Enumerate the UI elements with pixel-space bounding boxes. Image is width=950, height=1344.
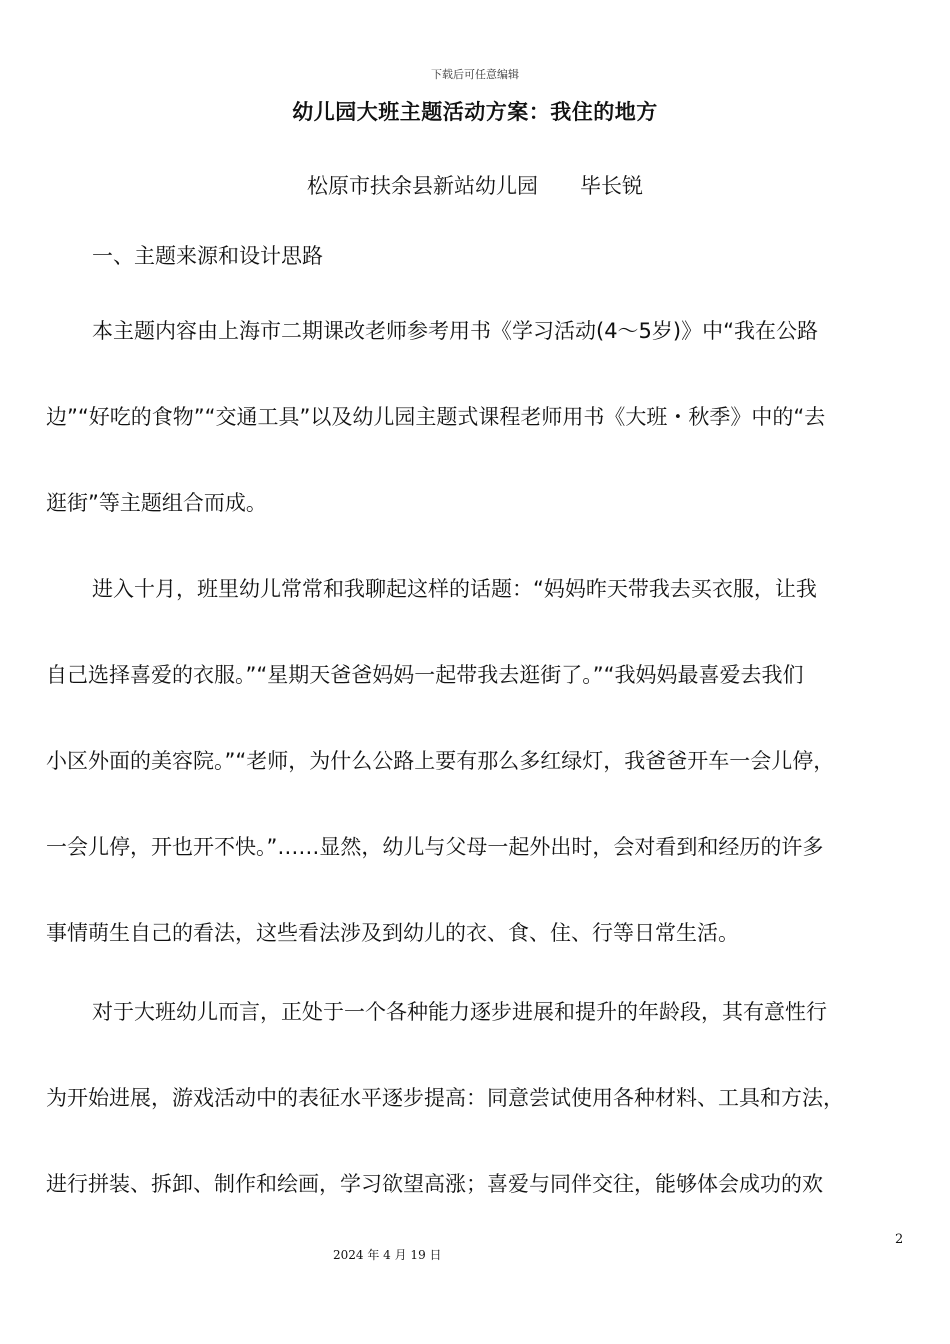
author-school: 松原市扶余县新站幼儿园: [307, 174, 538, 198]
paragraph-line: 边”“好吃的食物”“交通工具”以及幼儿园主题式课程老师用书《大班・秋季》中的“去: [46, 405, 826, 429]
paragraph-line: 对于大班幼儿而言，正处于一个各种能力逐步进展和提升的年龄段，其有意性行: [92, 1000, 827, 1024]
author-name: 毕长锐: [580, 174, 643, 198]
paragraph-line: 自己选择喜爱的衣服。”“星期天爸爸妈妈一起带我去逛街了。”“我妈妈最喜爱去我们: [46, 663, 804, 687]
paragraph-line: 为开始进展，游戏活动中的表征水平逐步提高：同意尝试使用各种材料、工具和方法，: [46, 1086, 844, 1110]
page-footer-date: 2024 年 4 月 19 日: [333, 1248, 442, 1262]
page-header-note: 下载后可任意编辑: [431, 68, 519, 81]
paragraph-line: 事情萌生自己的看法，这些看法涉及到幼儿的衣、食、住、行等日常生活。: [46, 921, 739, 945]
author-line: [0, 170, 950, 200]
paragraph-line: 进行拼装、拆卸、制作和绘画，学习欲望高涨；喜爱与同伴交往，能够体会成功的欢: [46, 1172, 823, 1196]
paragraph-line: 逛街”等主题组合而成。: [46, 491, 267, 515]
section-heading: 一、主题来源和设计思路: [92, 244, 323, 268]
paragraph-line: 进入十月，班里幼儿常常和我聊起这样的话题：“妈妈昨天带我去买衣服，让我: [92, 577, 817, 601]
paragraph: [46, 969, 906, 1227]
page-number: 2: [895, 1232, 904, 1247]
paragraph-line: 一会儿停，开也开不快。”……显然，幼儿与父母一起外出时，会对看到和经历的许多: [46, 835, 824, 859]
document-title: 幼儿园大班主题活动方案：我住的地方: [292, 100, 658, 124]
paragraph: [46, 546, 906, 976]
paragraph-line: 本主题内容由上海市二期课改老师参考用书《学习活动(4～5岁)》中“我在公路: [92, 319, 818, 343]
paragraph-line: 小区外面的美容院。”“老师，为什么公路上要有那么多红绿灯，我爸爸开车一会儿停，: [46, 749, 835, 773]
paragraph: [46, 288, 906, 546]
